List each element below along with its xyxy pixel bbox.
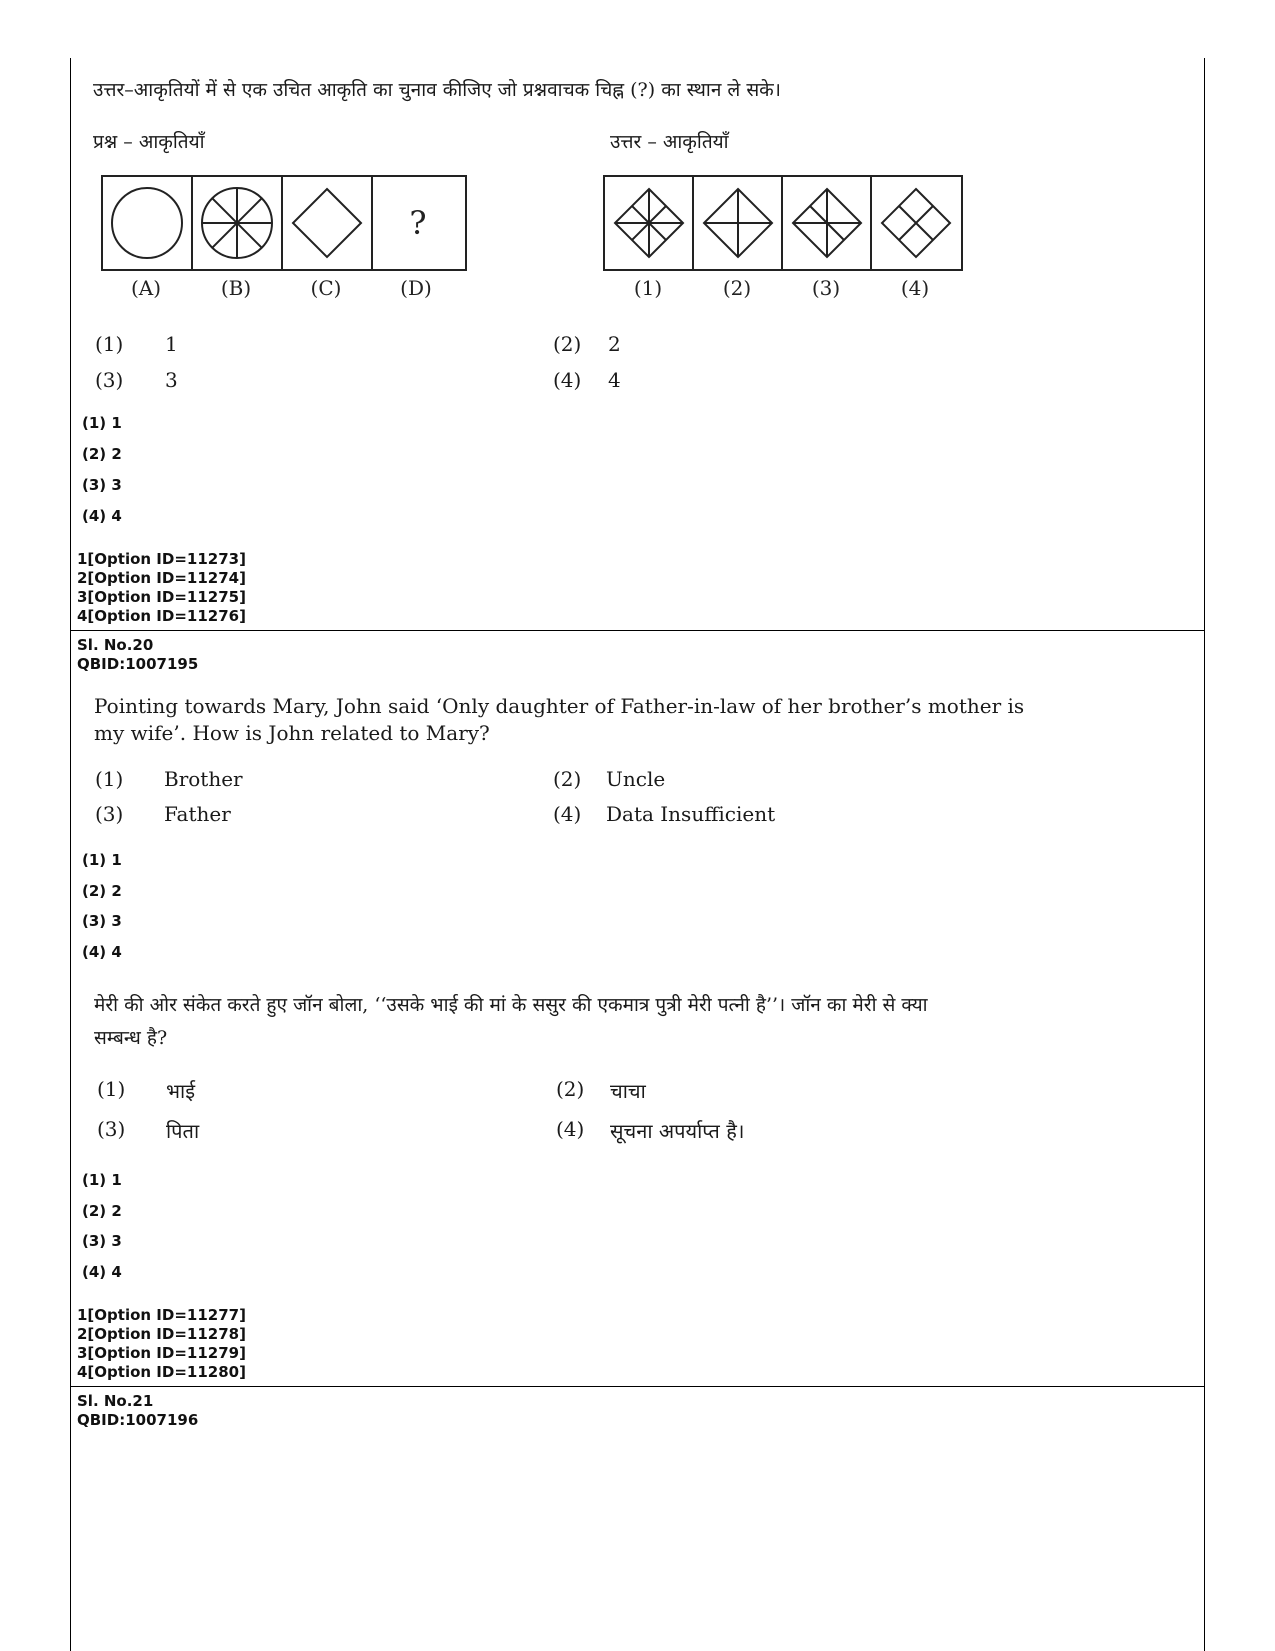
q19-option-4-num: (4) (553, 368, 582, 392)
q19-answer-1[interactable]: (1) 1 (82, 414, 122, 432)
question-divider-2 (70, 1386, 1205, 1387)
q20-hi-option-3-num: (3) (97, 1117, 126, 1141)
answer-figure-4 (872, 177, 961, 269)
diamond-cross-figure-icon (698, 183, 778, 263)
q20-option-id-3: 3[Option ID=11279] (77, 1344, 246, 1362)
q20-hi-option-2-num: (2) (556, 1077, 585, 1101)
q19-option-2-text: 2 (608, 332, 621, 356)
diamond-cross-diagonals-figure-icon (609, 183, 689, 263)
q20-en-answer-2[interactable]: (2) 2 (82, 882, 122, 900)
q20-question-hi-line2: सम्बन्ध है? (94, 1027, 168, 1049)
problem-label-a: (A) (130, 276, 162, 300)
answer-figure-2 (694, 177, 783, 269)
right-border-line (1204, 58, 1205, 1651)
question-mark: ? (409, 204, 427, 242)
q19-option-id-2: 2[Option ID=11274] (77, 569, 246, 587)
problem-figure-d (373, 177, 463, 269)
q21-qbid: QBID:1007196 (77, 1411, 199, 1429)
q19-hindi-instruction: उत्तर–आकृतियों में से एक उचित आकृति का चुनाव कीजिए जो प्रश्नवाचक चिह्न (?) का स्थान ले सके। (93, 79, 781, 101)
q20-en-option-4-text: Data Insufficient (606, 802, 776, 826)
q21-sl-no: Sl. No.21 (77, 1392, 154, 1410)
problem-figure-c (283, 177, 373, 269)
problem-figure-b (193, 177, 283, 269)
q19-problem-heading: प्रश्न – आकृतियाँ (93, 131, 205, 153)
q20-question-en-line2: my wife’. How is John related to Mary? (94, 721, 490, 745)
q19-option-id-4: 4[Option ID=11276] (77, 607, 246, 625)
q19-option-1-text: 1 (165, 332, 178, 356)
q19-answer-2[interactable]: (2) 2 (82, 445, 122, 463)
q19-option-4-text: 4 (608, 368, 621, 392)
q19-option-3-text: 3 (165, 368, 178, 392)
q20-question-en-line1: Pointing towards Mary, John said ‘Only daughter of Father-in-law of her brother’s mother is (94, 694, 1025, 718)
q19-answer-heading: उत्तर – आकृतियाँ (610, 131, 729, 153)
q20-option-id-4: 4[Option ID=11280] (77, 1363, 246, 1381)
q20-hi-option-1-num: (1) (97, 1077, 126, 1101)
q20-en-answer-3[interactable]: (3) 3 (82, 912, 122, 930)
problem-figures-row (101, 175, 467, 271)
q19-answer-4[interactable]: (4) 4 (82, 507, 122, 525)
q20-hi-answer-3[interactable]: (3) 3 (82, 1232, 122, 1250)
q19-option-3-num: (3) (95, 368, 124, 392)
q19-answer-3[interactable]: (3) 3 (82, 476, 122, 494)
question-divider (70, 630, 1205, 631)
problem-figure-a (103, 177, 193, 269)
problem-label-d: (D) (400, 276, 432, 300)
q20-hi-option-2-text: चाचा (610, 1079, 646, 1103)
answer-label-4: (4) (900, 276, 930, 300)
q20-hi-answer-1[interactable]: (1) 1 (82, 1171, 122, 1189)
left-border-line (70, 58, 71, 1651)
q20-question-hi-line1: मेरी की ओर संकेत करते हुए जॉन बोला, ‘‘उसके भाई की मां के ससुर की एकमात्र पुत्री मेरी पत्नी है’’। जॉन का मेरी से क्या (94, 994, 928, 1016)
q20-en-option-3-text: Father (164, 802, 231, 826)
diamond-figure-icon (287, 183, 367, 263)
problem-label-c: (C) (310, 276, 342, 300)
q20-en-option-2-num: (2) (553, 767, 582, 791)
answer-figures-row (603, 175, 963, 271)
q20-en-answer-1[interactable]: (1) 1 (82, 851, 122, 869)
q20-option-id-2: 2[Option ID=11278] (77, 1325, 246, 1343)
q20-en-option-2-text: Uncle (606, 767, 666, 791)
q20-en-option-4-num: (4) (553, 802, 582, 826)
diamond-diagonals-figure-icon (876, 183, 956, 263)
q20-hi-answer-4[interactable]: (4) 4 (82, 1263, 122, 1281)
q20-option-id-1: 1[Option ID=11277] (77, 1306, 246, 1324)
problem-label-b: (B) (220, 276, 252, 300)
q20-en-option-3-num: (3) (95, 802, 124, 826)
q20-en-option-1-text: Brother (164, 767, 243, 791)
q20-hi-option-3-text: पिता (166, 1119, 200, 1143)
q20-hi-answer-2[interactable]: (2) 2 (82, 1202, 122, 1220)
diamond-cross-one-diagonal-figure-icon (787, 183, 867, 263)
circle-figure-icon (107, 183, 187, 263)
q19-option-1-num: (1) (95, 332, 124, 356)
answer-figure-1 (605, 177, 694, 269)
q20-sl-no: Sl. No.20 (77, 636, 154, 654)
q20-hi-option-1-text: भाई (166, 1079, 196, 1103)
q19-option-id-3: 3[Option ID=11275] (77, 588, 246, 606)
answer-figure-3 (783, 177, 872, 269)
q20-qbid: QBID:1007195 (77, 655, 199, 673)
q20-hi-option-4-num: (4) (556, 1117, 585, 1141)
answer-label-2: (2) (722, 276, 752, 300)
circle-eight-segments-figure-icon (197, 183, 277, 263)
q20-en-answer-4[interactable]: (4) 4 (82, 943, 122, 961)
q20-hi-option-4-text: सूचना अपर्याप्त है। (610, 1119, 745, 1143)
q19-option-id-1: 1[Option ID=11273] (77, 550, 246, 568)
answer-label-3: (3) (811, 276, 841, 300)
answer-label-1: (1) (633, 276, 663, 300)
q20-en-option-1-num: (1) (95, 767, 124, 791)
q19-option-2-num: (2) (553, 332, 582, 356)
